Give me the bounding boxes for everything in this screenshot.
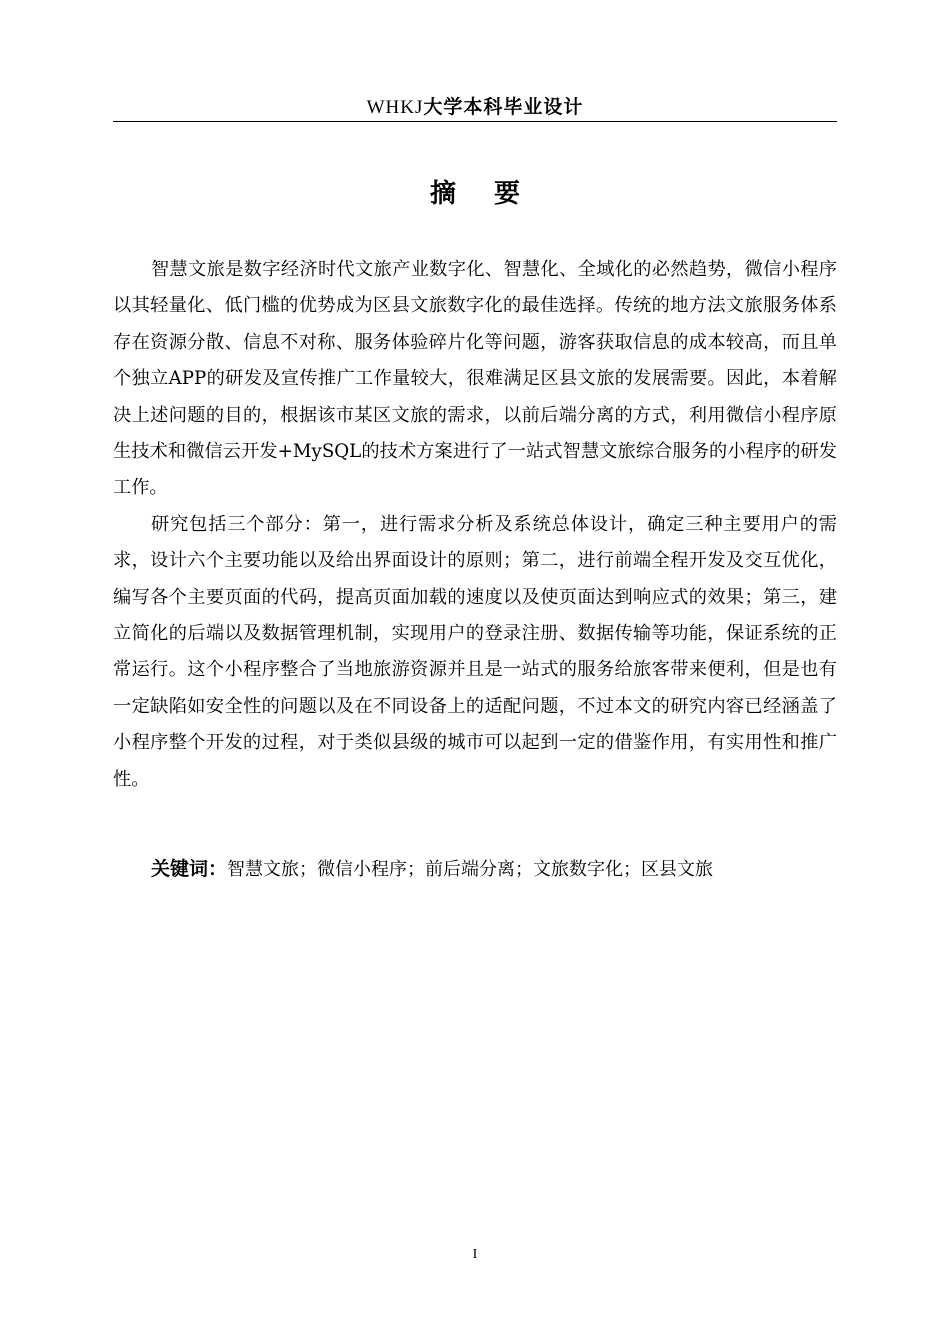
- header-university: 大学本科毕业设计: [423, 96, 584, 118]
- keywords-text: 智慧文旅；微信小程序；前后端分离；文旅数字化；区县文旅: [227, 859, 714, 880]
- header-brand: WHKJ: [366, 97, 424, 118]
- keywords-label: 关键词：: [151, 858, 228, 880]
- page-header: [113, 94, 837, 120]
- keywords-line: [151, 851, 837, 888]
- abstract-paragraph-2: 研究包括三个部分：第一，进行需求分析及系统总体设计，确定三种主要用户的需求，设计六个主要功能以及给出界面设计的原则；第二，进行前端全程开发及交互优化，编写各个主要页面的代码，提高页面加载的速度以及使页面达到响应式的效果；第三，建立简化的后端以及数据管理机制，实现用户的登录注册、数据传输等功能，保证系统的正常运行。这个小程序整合了当地旅游资源并且是一站式的服务给旅客带来便利，但是也有一定缺陷如安全性的问题以及在不同设备上的适配问题，不过本文的研究内容已经涵盖了小程序整个开发的过程，对于类似县级的城市可以起到一定的借鉴作用，有实用性和推广性。: [113, 513, 837, 790]
- abstract-body: [113, 252, 837, 798]
- header-divider: [113, 121, 837, 122]
- abstract-title: 摘要: [429, 179, 558, 209]
- abstract-paragraph-1: 智慧文旅是数字经济时代文旅产业数字化、智慧化、全域化的必然趋势，微信小程序以其轻量化、低门槛的优势成为区县文旅数字化的最佳选择。传统的地方法文旅服务体系存在资源分散、信息不对称、服务体验碎片化等问题，游客获取信息的成本较高，而且单个独立APP的研发及宣传推广工作量较大，很难满足区县文旅的发展需要。因此，本着解决上述问题的目的，根据该市某区文旅的需求，以前后端分离的方式，利用微信小程序原生技术和微信云开发+MySQL的技术方案进行了一站式智慧文旅综合服务的小程序的研发工作。: [113, 259, 837, 499]
- page-number: I: [472, 1247, 478, 1262]
